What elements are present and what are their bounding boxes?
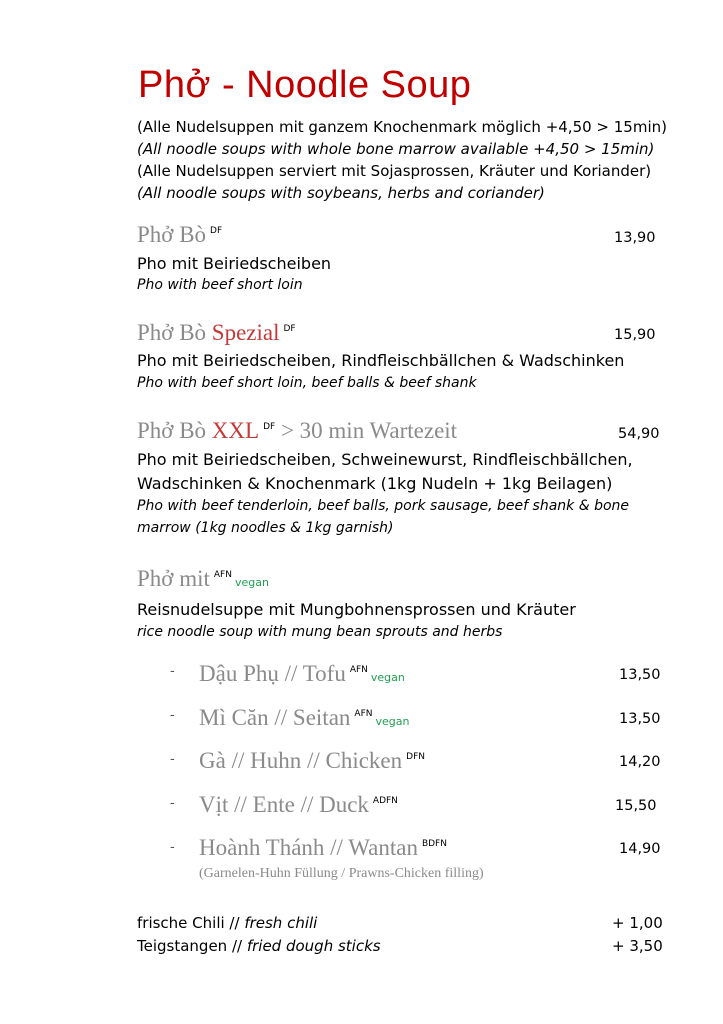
dish-name-text: Phở Bò [137,418,207,443]
extra-item-de: Teigstangen // [137,937,247,955]
option-name-text: Hoành Thánh // Wantan [199,835,418,860]
allergen-codes: DF [210,226,223,237]
option-price: 13,50 [619,711,661,727]
dish-description-de: Pho mit Beiriedscheiben, Rindfleischbällchen & Wadschinken [137,351,625,370]
dish-price: 13,90 [614,230,656,246]
option-price: 13,50 [619,667,661,683]
allergen-codes: AFN [354,709,373,720]
extra-item-de: frische Chili // [137,914,245,932]
dish-description-en: marrow (1kg noodles & 1kg garnish) [137,520,394,536]
allergen-codes: ADFN [372,796,398,807]
dish-description-en: Pho with beef short loin [137,277,303,293]
dish-name-text: Phở Bò [137,222,207,247]
dish-name [137,418,457,444]
dish-description-de: Reisnudelsuppe mit Mungbohnensprossen und Kräuter [137,600,576,619]
dish-description-de: Pho mit Beiriedscheiben [137,254,332,273]
dish-description-de: Wadschinken & Knochenmark (1kg Nudeln + 1kg Beilagen) [137,474,613,493]
page-title: Phở - Noodle Soup [138,64,472,106]
dish-name-text: Phở Bò [137,320,207,345]
dish-name [137,566,269,592]
extra-item-en: fresh chili [244,914,318,932]
list-bullet: - [170,664,175,679]
option-name-text: Dậu Phụ // Tofu [199,661,346,686]
extra-item-en: fried dough sticks [246,937,381,955]
vegan-label: vegan [234,576,269,589]
list-bullet: - [170,752,175,767]
option-name [199,835,447,861]
option-name-text: Gà // Huhn // Chicken [199,748,403,773]
intro-note-de-2: (Alle Nudelsuppen serviert mit Sojasprossen, Kräuter und Koriander) [137,162,652,180]
intro-note-en-1: (All noodle soups with whole bone marrow available +4,50 > 15min) [137,140,655,158]
list-bullet: - [170,796,175,811]
list-bullet: - [170,708,175,723]
dish-description-de: Pho mit Beiriedscheiben, Schweinewurst, Rindfleischbällchen, [137,450,633,469]
dish-name-highlight: Spezial [211,320,280,345]
dish-description-en: rice noodle soup with mung bean sprouts and herbs [137,624,503,640]
dish-name [137,320,296,346]
option-name [199,661,405,687]
wait-time-note: > 30 min Wartezeit [280,418,458,443]
dish-name-text: Phở mit [137,566,210,591]
option-name [199,705,409,731]
dish-description-en: Pho with beef tenderloin, beef balls, pork sausage, beef shank & bone [137,498,630,514]
extra-item [137,937,381,955]
allergen-codes: BDFN [421,839,447,850]
dish-price: 15,90 [614,327,656,343]
allergen-codes: DF [283,324,296,335]
option-price: 15,50 [615,798,657,814]
allergen-codes: DFN [406,752,425,763]
option-price: 14,90 [619,841,661,857]
extra-item [137,914,317,932]
list-bullet: - [170,840,175,855]
option-name [199,748,425,774]
dish-description-en: Pho with beef short loin, beef balls & beef shank [137,375,477,391]
dish-name [137,222,222,248]
option-name-text: Mì Căn // Seitan [199,705,351,730]
option-price: 14,20 [619,754,661,770]
allergen-codes: DF [263,422,276,433]
filling-note: (Garnelen-Huhn Füllung / Prawns-Chicken filling) [199,866,484,881]
allergen-codes: AFN [349,665,368,676]
intro-note-en-2: (All noodle soups with soybeans, herbs and coriander) [137,184,545,202]
allergen-codes: AFN [213,570,232,581]
option-name [199,792,398,818]
dish-price: 54,90 [618,426,660,442]
intro-note-de-1: (Alle Nudelsuppen mit ganzem Knochenmark möglich +4,50 > 15min) [137,118,667,136]
option-name-text: Vịt // Ente // Duck [199,792,369,817]
vegan-label: vegan [375,715,410,728]
extra-price: + 3,50 [612,937,663,955]
extra-price: + 1,00 [612,914,663,932]
vegan-label: vegan [370,671,405,684]
dish-name-highlight: XXL [211,418,260,443]
